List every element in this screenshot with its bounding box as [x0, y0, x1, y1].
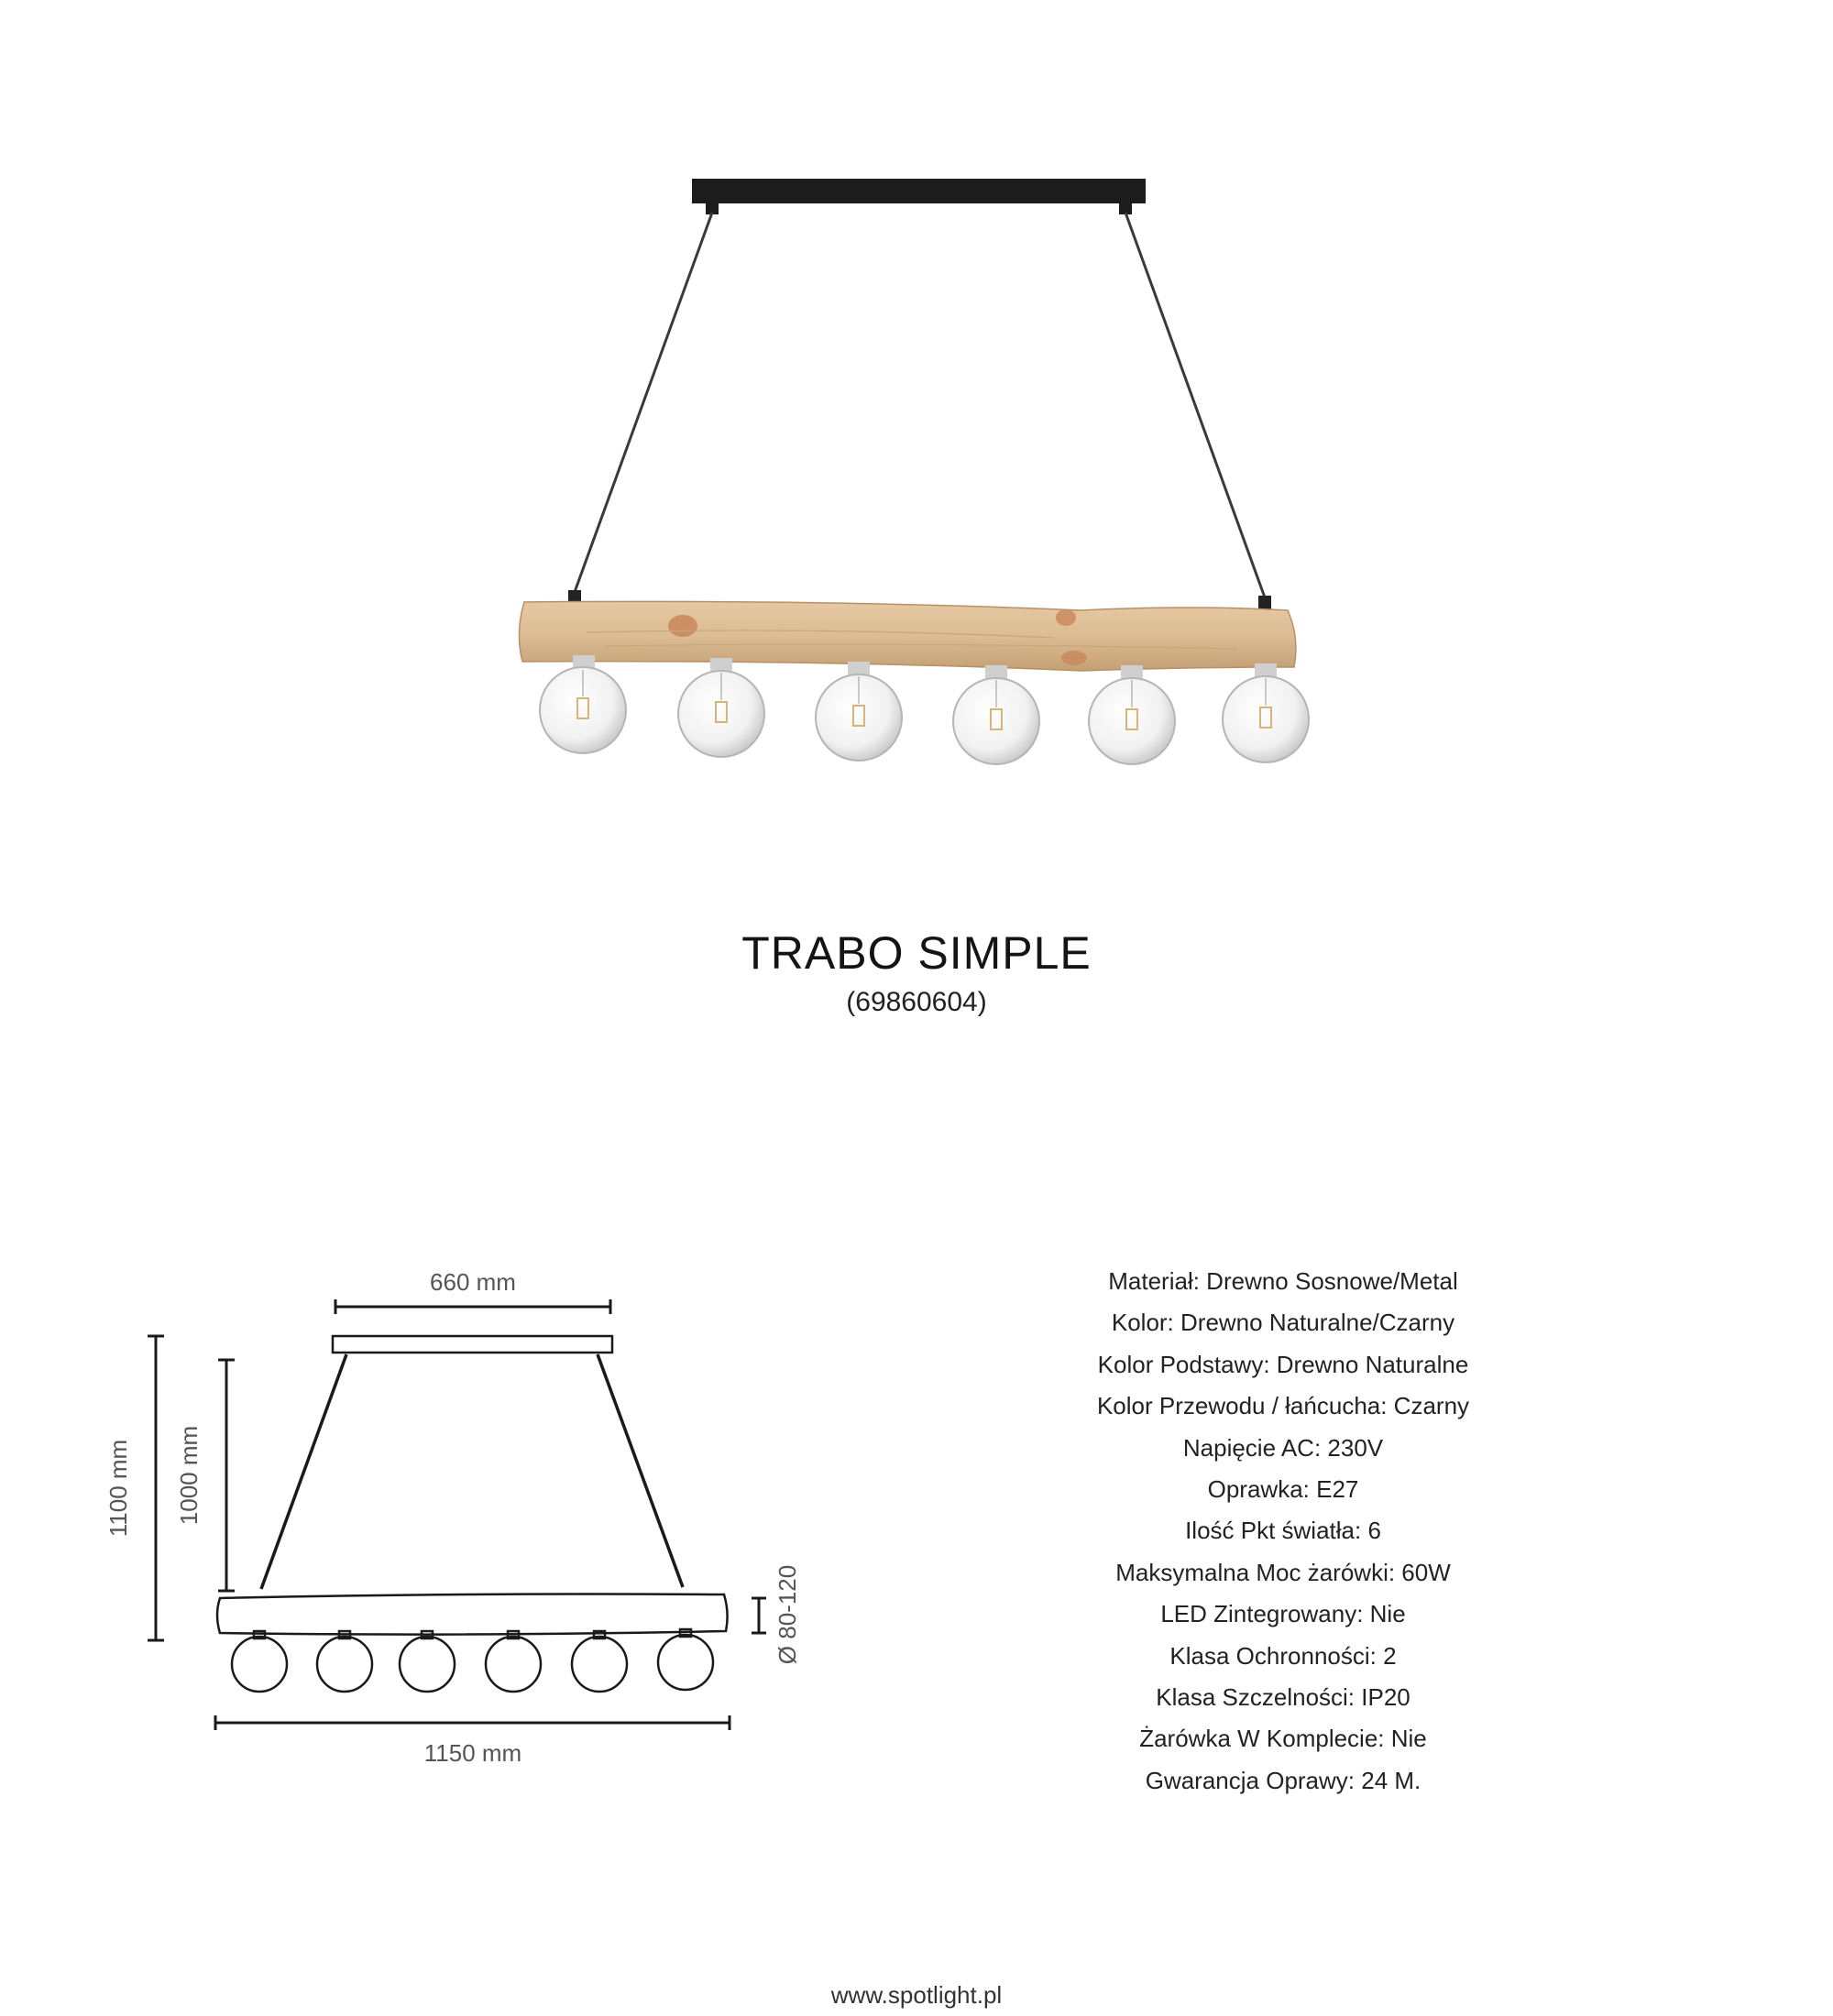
wooden-beam — [519, 601, 1295, 671]
product-name: TRABO SIMPLE — [741, 927, 1092, 979]
drawing-canopy — [333, 1336, 612, 1353]
dim-canopy-length: 660 mm — [430, 1268, 516, 1296]
bulb-icon — [540, 655, 626, 753]
suspension-cable-right — [1125, 213, 1265, 597]
dim-cable-height: 1000 mm — [175, 1425, 203, 1526]
spec-socket: Oprawka: E27 — [1207, 1474, 1359, 1503]
spec-led-integrated: LED Zintegrowany: Nie — [1160, 1600, 1406, 1628]
drawing-bulbs — [232, 1629, 713, 1692]
spec-voltage: Napięcie AC: 230V — [1182, 1433, 1384, 1462]
bulb-icon — [1223, 663, 1309, 762]
ceiling-canopy — [692, 179, 1146, 203]
spec-material: Materiał: Drewno Sosnowe/Metal — [1108, 1267, 1458, 1295]
drawing-cable-left — [261, 1354, 346, 1589]
spec-max-power: Maksymalna Moc żarówki: 60W — [1115, 1558, 1451, 1586]
drawing-beam — [217, 1594, 728, 1635]
bulb-icon — [1089, 665, 1175, 764]
spec-bulb-included: Żarówka W Komplecie: Nie — [1139, 1725, 1427, 1753]
bulb-icon — [816, 662, 902, 761]
suspension-cable-left — [575, 213, 712, 592]
dim-total-length: 1150 mm — [423, 1739, 522, 1767]
spec-list — [962, 1261, 1604, 1802]
product-photo — [0, 0, 1833, 880]
title-block — [0, 926, 1833, 1021]
dim-beam-diameter: Ø 80-120 — [774, 1564, 801, 1665]
bulb-icon — [953, 665, 1039, 764]
bulbs — [540, 655, 1309, 764]
drawing-cable-right — [598, 1354, 683, 1587]
bulb-icon — [678, 658, 764, 757]
spec-protection-class: Klasa Ochronności: 2 — [1169, 1641, 1397, 1670]
footer-website: www.spotlight.pl — [830, 1981, 1003, 2009]
product-code: (69860604) — [846, 987, 987, 1017]
spec-cable-color: Kolor Przewodu / łańcucha: Czarny — [1096, 1392, 1470, 1420]
dim-total-height: 1100 mm — [104, 1439, 132, 1538]
spec-ip-rating: Klasa Szczelności: IP20 — [1156, 1682, 1410, 1711]
spec-light-points: Ilość Pkt światła: 6 — [1185, 1517, 1381, 1545]
spec-base-color: Kolor Podstawy: Drewno Naturalne — [1097, 1350, 1469, 1378]
spec-warranty: Gwarancja Oprawy: 24 M. — [1145, 1766, 1421, 1794]
spec-color: Kolor: Drewno Naturalne/Czarny — [1111, 1309, 1455, 1337]
dimension-drawing — [0, 1228, 880, 1796]
